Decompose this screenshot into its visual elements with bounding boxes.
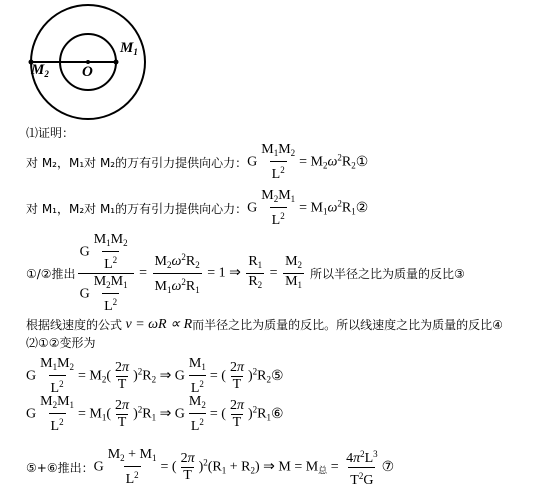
- label-m1: $M_1$: [120, 40, 138, 57]
- eq5-mark: ⑤: [270, 369, 284, 384]
- eq2-text: 对 M₁，M₂对 M₁的万有引力提供向心力：: [26, 202, 248, 216]
- eq7-prefix: ⑤+⑥推出：: [26, 461, 94, 475]
- label-o: O: [82, 64, 93, 80]
- eq1-text: 对 M₂，M₁对 M₂的万有引力提供向心力：: [26, 156, 248, 170]
- eq2-mark: ②: [355, 201, 369, 216]
- equation-2-line: [26, 188, 368, 229]
- velocity-text-a: 根据线速度的公式: [26, 318, 123, 332]
- eq3-suffix: 所以半径之比为质量的反比③: [310, 267, 465, 281]
- equation-7-line: [26, 446, 394, 489]
- eq7-formula: G $\frac{M_2 + M_1}{L^2}$ = ( $\frac{2\pi}{T}$ )$^2(R_1 + R_2)$ ⇒ $M = M_总$ = $\frac{4\pi^2L^3}{T^2G}$: [93, 447, 378, 488]
- eq1-formula: G $\frac{M_1M_2}{L^2}$ = $M_2\omega^2R_2$: [247, 142, 356, 182]
- equation-1-line: [26, 142, 368, 183]
- eq6-formula: G $\frac{M_2M_1}{L^2}$ = $M_1$( $\frac{2\pi}{T}$ )$^2R_1$ ⇒ G $\frac{M_2}{L^2}$ = ( $\frac{2\pi}{T}$ )$^2R_1$: [26, 394, 271, 434]
- eq1-mark: ①: [355, 155, 369, 170]
- equation-5-line: [26, 356, 284, 397]
- equation-3-line: [26, 232, 465, 315]
- velocity-formula: v = ωR ∝ R: [122, 317, 193, 332]
- part1-heading: ⑴证明：: [26, 126, 75, 140]
- eq7-mark: ⑦: [381, 460, 395, 475]
- equation-6-line: [26, 394, 284, 435]
- label-m2: $M_2$: [31, 62, 49, 79]
- eq3-formula: G $\frac{M_1M_2}{L^2}$ G $\frac{M_2M_1}{L^2}$ = $\frac{M_2\omega^2R_2}{M_1\omega^2R_1}$ = 1 ⇒ $\frac{R_1}{R_2}$ = $\frac{M_2}{M_1}$: [79, 232, 303, 314]
- eq3-prefix: ①/②推出: [26, 267, 76, 281]
- eq5-formula: G $\frac{M_1M_2}{L^2}$ = $M_2$( $\frac{2\pi}{T}$ )$^2R_2$ ⇒ G $\frac{M_1}{L^2}$ = ( $\frac{2\pi}{T}$ )$^2R_2$: [26, 356, 271, 396]
- part2-heading: ⑵①②变形为: [26, 336, 96, 350]
- eq2-formula: G $\frac{M_2M_1}{L^2}$ = $M_1\omega^2R_1$: [247, 188, 356, 228]
- eq6-mark: ⑥: [270, 407, 284, 422]
- m1-dot: [114, 60, 119, 65]
- velocity-line: [26, 316, 503, 333]
- velocity-text-b: 而半径之比为质量的反比。所以线速度之比为质量的反比④: [192, 318, 503, 332]
